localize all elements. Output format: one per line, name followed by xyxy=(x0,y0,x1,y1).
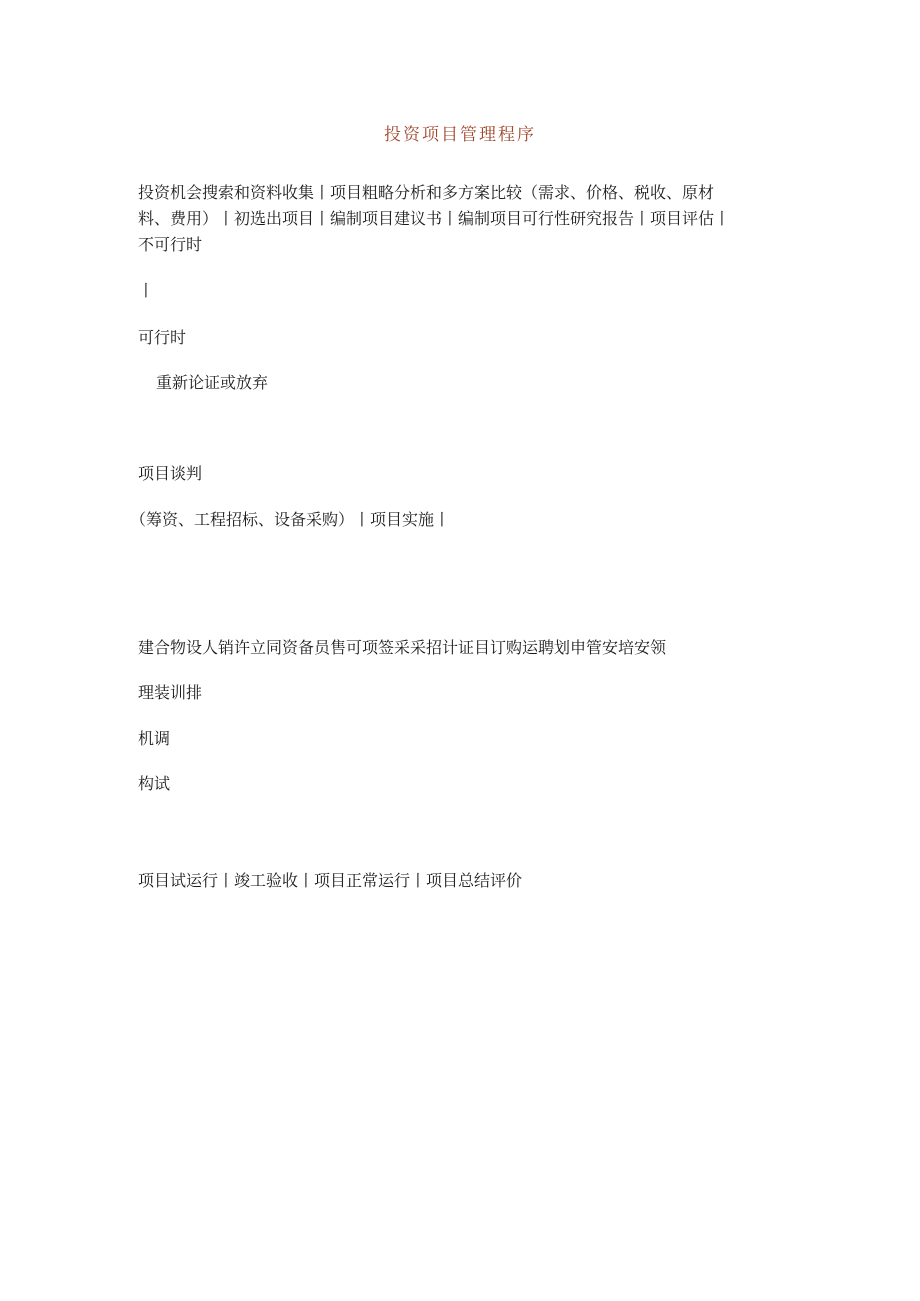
activities-row-3: 机调 xyxy=(138,729,171,748)
document-title: 投资项目管理程序 xyxy=(384,125,536,145)
rework-text: 重新论证或放弃 xyxy=(156,373,269,392)
activities-row-1: 建合物设人销许立同资备员售可项签采采招计证目订购运聘划申管安培安领 xyxy=(138,638,667,657)
completion-text: 项目试运行丨竣工验收丨项目正常运行丨项目总结评价 xyxy=(138,871,523,890)
process-line-2: 料、费用）丨初选出项目丨编制项目建议书丨编制项目可行性研究报告丨项目评估丨 xyxy=(138,209,731,228)
implementation-text: （筹资、工程招标、设备采购）丨项目实施丨 xyxy=(130,510,451,529)
process-line-3: 不可行时 xyxy=(138,235,203,254)
negotiation-text: 项目谈判 xyxy=(138,464,203,483)
activities-row-2: 理装训排 xyxy=(138,683,203,702)
process-line-1: 投资机会搜索和资料收集丨项目粗略分析和多方案比较（需求、价格、税收、原材 xyxy=(138,183,715,202)
feasible-label: 可行时 xyxy=(138,328,187,347)
separator-mark: 丨 xyxy=(138,281,155,300)
activities-row-4: 构试 xyxy=(138,774,171,793)
process-paragraph xyxy=(138,180,753,258)
